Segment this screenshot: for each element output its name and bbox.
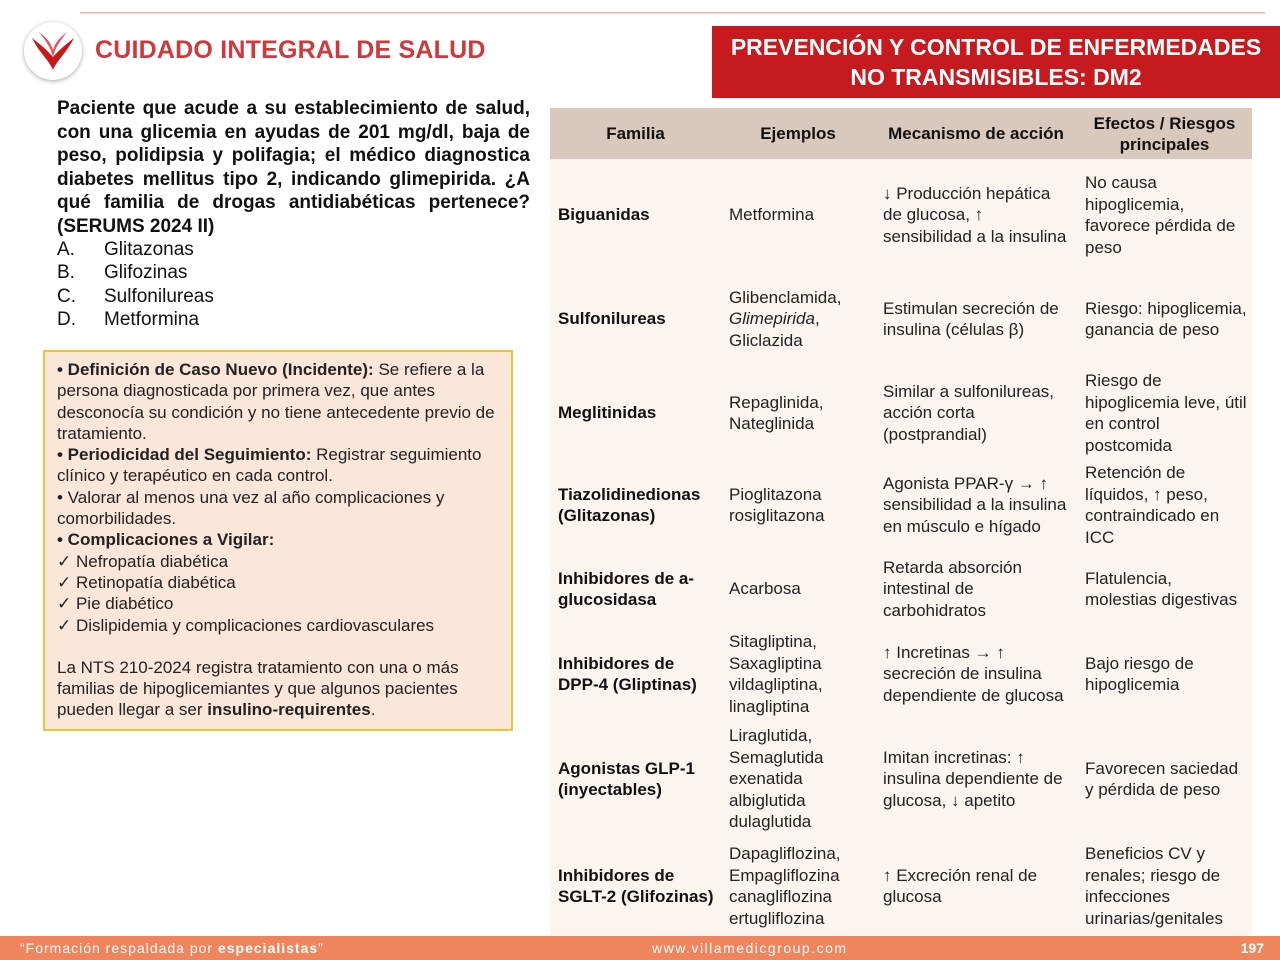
info-box bbox=[43, 350, 513, 731]
cell-ejemplos: Repaglinida, Nateglinida bbox=[721, 367, 875, 459]
cell-familia: Sulfonilureas bbox=[550, 271, 721, 367]
table-row bbox=[550, 367, 1252, 459]
logo bbox=[24, 22, 82, 80]
banner-line-2: NO TRANSMISIBLES: DM2 bbox=[850, 64, 1142, 90]
page-number: 197 bbox=[1240, 940, 1264, 956]
cell-familia: Meglitinidas bbox=[550, 367, 721, 459]
cell-ejemplos: Dapagliflozina, Empagliflozina canagliflozina ertugliflozina bbox=[721, 837, 875, 935]
cell-mecanismo: Agonista PPAR-γ → ↑ sensibilidad a la insulina en músculo e hígado bbox=[875, 459, 1077, 551]
cell-mecanismo: Estimulan secreción de insulina (células β) bbox=[875, 271, 1077, 367]
antidiabetic-families-table bbox=[550, 108, 1252, 935]
nts-paragraph: La NTS 210-2024 registra tratamiento con una o más familias de hipoglicemiantes y que algunos pacientes pueden llegar a ser insulino-requirentes. bbox=[57, 657, 459, 720]
question-text: Paciente que acude a su establecimiento de salud, con una glicemia en ayudas de 201 mg/dl, baja de peso, polidipsia y polifagia; el médico diagnostica diabetes mellitus tipo 2, indicando glimepirida. ¿A qué familia de drogas antidiabéticas pertenece? (SERUMS 2024 II) bbox=[57, 98, 530, 237]
column-header: Familia bbox=[550, 108, 721, 159]
table-row bbox=[550, 721, 1252, 837]
banner-line-1: PREVENCIÓN Y CONTROL DE ENFERMEDADES bbox=[730, 34, 1262, 60]
cell-efectos: Beneficios CV y renales; riesgo de infecciones urinarias/genitales bbox=[1077, 837, 1252, 935]
header-rule bbox=[80, 12, 1265, 15]
cell-familia: Agonistas GLP-1 (inyectables) bbox=[550, 721, 721, 837]
cell-mecanismo: ↓ Producción hepática de glucosa, ↑ sensibilidad a la insulina bbox=[875, 159, 1077, 271]
option-c: C. Sulfonilureas bbox=[57, 285, 214, 307]
complications-title: • Complicaciones a Vigilar: bbox=[57, 530, 275, 550]
column-header: Mecanismo de acción bbox=[875, 108, 1077, 159]
footer-quote: “Formación respaldada por especialistas” bbox=[20, 940, 324, 956]
option-a: A. Glitazonas bbox=[57, 239, 194, 260]
option-d: D. Metformina bbox=[57, 309, 200, 331]
cell-familia: Inhibidores de SGLT-2 (Glifozinas) bbox=[550, 837, 721, 935]
table-row bbox=[550, 459, 1252, 551]
footer-website-link[interactable]: www.villamedicgroup.com bbox=[652, 940, 848, 956]
column-header: Efectos / Riesgos principales bbox=[1077, 108, 1252, 159]
brand-title: CUIDADO INTEGRAL DE SALUD bbox=[95, 36, 486, 64]
cell-familia: Inhibidores de a-glucosidasa bbox=[550, 551, 721, 627]
table-row bbox=[550, 551, 1252, 627]
cell-efectos: Flatulencia, molestias digestivas bbox=[1077, 551, 1252, 627]
cell-mecanismo: ↑ Incretinas → ↑ secreción de insulina dependiente de glucosa bbox=[875, 627, 1077, 721]
table-header-row bbox=[550, 108, 1252, 159]
cell-mecanismo: Similar a sulfonilureas, acción corta (postprandial) bbox=[875, 367, 1077, 459]
cell-familia: Inhibidores de DPP-4 (Gliptinas) bbox=[550, 627, 721, 721]
phoenix-logo-icon bbox=[30, 30, 76, 72]
cell-efectos: Riesgo de hipoglicemia leve, útil en control postcomida bbox=[1077, 367, 1252, 459]
cell-ejemplos: Sitagliptina, Saxagliptina vildagliptina, linagliptina bbox=[721, 627, 875, 721]
cell-ejemplos: Metformina bbox=[721, 159, 875, 271]
cell-efectos: Favorecen saciedad y pérdida de peso bbox=[1077, 721, 1252, 837]
column-header: Ejemplos bbox=[721, 108, 875, 159]
footer-bar bbox=[0, 936, 1280, 960]
complication-item: ✓ Nefropatía diabética bbox=[57, 551, 229, 571]
table-row bbox=[550, 159, 1252, 271]
cell-familia: Tiazolidinedionas (Glitazonas) bbox=[550, 459, 721, 551]
cell-efectos: Riesgo: hipoglicemia, ganancia de peso bbox=[1077, 271, 1252, 367]
cell-efectos: Bajo riesgo de hipoglicemia bbox=[1077, 627, 1252, 721]
topic-banner bbox=[712, 26, 1280, 98]
cell-familia: Biguanidas bbox=[550, 159, 721, 271]
complication-item: ✓ Dislipidemia y complicaciones cardiovasculares bbox=[57, 615, 435, 635]
periodicity-paragraph: • Periodicidad del Seguimiento: Registrar seguimiento clínico y terapéutico en cada control. bbox=[57, 445, 482, 486]
option-b: B. Glifozinas bbox=[57, 262, 188, 284]
complication-item: ✓ Pie diabético bbox=[57, 594, 174, 614]
cell-ejemplos: Acarbosa bbox=[721, 551, 875, 627]
cell-efectos: No causa hipoglicemia, favorece pérdida de peso bbox=[1077, 159, 1252, 271]
cell-mecanismo: Retarda absorción intestinal de carbohidratos bbox=[875, 551, 1077, 627]
table-row bbox=[550, 627, 1252, 721]
cell-ejemplos: Glibenclamida, Glimepirida, Gliclazida bbox=[721, 271, 875, 367]
answer-options bbox=[57, 238, 517, 332]
cell-ejemplos: Liraglutida, Semaglutida exenatida albiglutida dulaglutida bbox=[721, 721, 875, 837]
definition-paragraph: • Definición de Caso Nuevo (Incidente): Se refiere a la persona diagnosticada por primera vez, que antes desconocía su condición y no tiene antecedente previo de tratamiento. bbox=[57, 360, 495, 443]
table-row bbox=[550, 271, 1252, 367]
cell-efectos: Retención de líquidos, ↑ peso, contraindicado en ICC bbox=[1077, 459, 1252, 551]
cell-mecanismo: Imitan incretinas: ↑ insulina dependiente de glucosa, ↓ apetito bbox=[875, 721, 1077, 837]
table-row bbox=[550, 837, 1252, 935]
annual-paragraph: • Valorar al menos una vez al año complicaciones y comorbilidades. bbox=[57, 487, 445, 529]
cell-mecanismo: ↑ Excreción renal de glucosa bbox=[875, 837, 1077, 935]
complication-item: ✓ Retinopatía diabética bbox=[57, 572, 236, 592]
cell-ejemplos: Pioglitazona rosiglitazona bbox=[721, 459, 875, 551]
